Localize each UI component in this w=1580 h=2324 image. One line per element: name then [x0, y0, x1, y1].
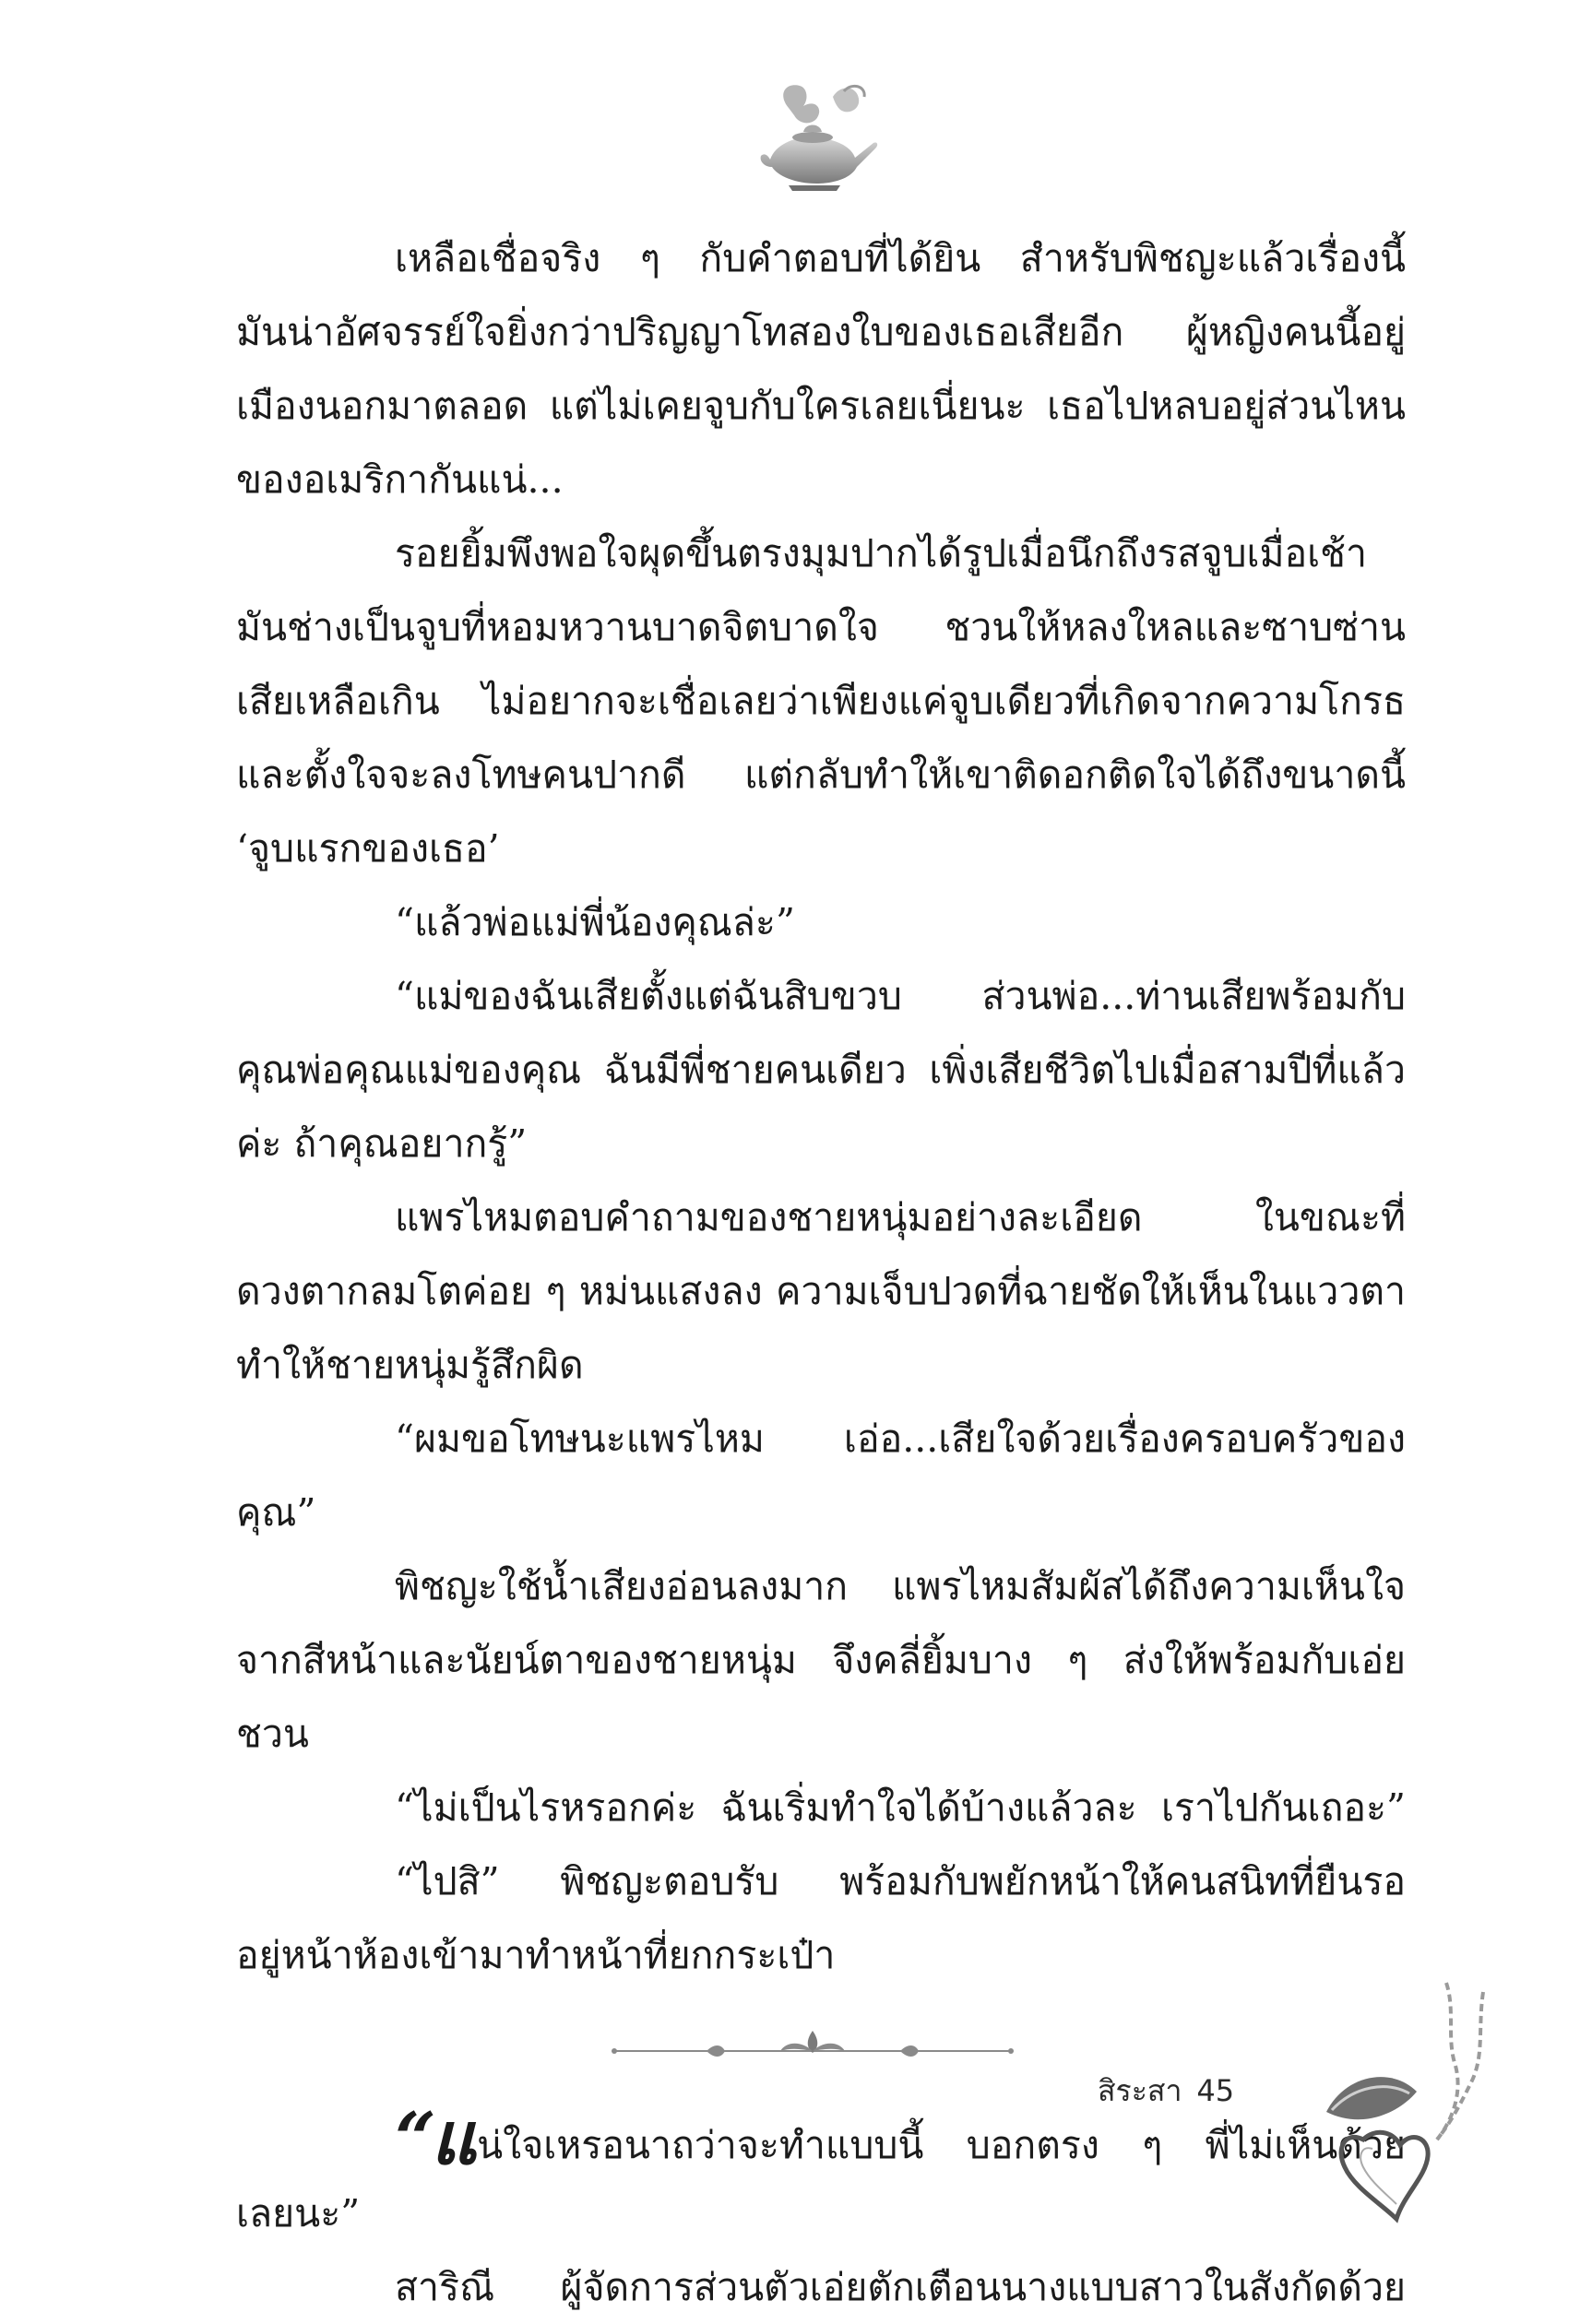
paragraph-line: ดวงตากลมโตค่อย ๆ หม่นแสงลง ความเจ็บปวดที่ฉายชัดให้เห็นในแววตา — [236, 1269, 1406, 1313]
drop-cap: “แ — [395, 2103, 472, 2176]
paragraph-line: ‘จูบแรกของเธอ’ — [236, 826, 500, 871]
paragraph-line: คุณพ่อคุณแม่ของคุณ ฉันมีพี่ชายคนเดียว เพิ่งเสียชีวิตไปเมื่อสามปีที่แล้ว — [236, 1048, 1406, 1092]
paragraph-line: เลยนะ” — [236, 2191, 361, 2235]
paragraph-line: ทำให้ชายหนุ่มรู้สึกผิด — [236, 1343, 584, 1387]
heart-necklace-icon — [1308, 1974, 1502, 2232]
body-text — [236, 221, 1406, 2324]
paragraph-line: เมืองนอกมาตลอด แต่ไม่เคยจูบกับใครเลยเนี่ยนะ เธอไปหลบอยู่ส่วนไหน — [236, 384, 1406, 428]
flourish-divider-icon — [596, 2027, 1029, 2064]
paragraph-line: “ไม่เป็นไรหรอกค่ะ ฉันเริ่มทำใจได้บ้างแล้วละ เราไปกันเถอะ” — [395, 1785, 1406, 1830]
paragraph-line: และตั้งใจจะลงโทษคนปากดี แต่กลับทำให้เขาติดอกติดใจได้ถึงขนาดนี้ — [236, 753, 1406, 797]
paragraph-line: เหลือเชื่อจริง ๆ กับคำตอบที่ได้ยิน สำหรับพิชญะแล้วเรื่องนี้ — [395, 236, 1406, 280]
paragraph-line: อยู่หน้าห้องเข้ามาทำหน้าที่ยกกระเป๋า — [236, 1933, 836, 1977]
genie-lamp-icon — [752, 78, 881, 194]
page-number: 45 — [1196, 2073, 1235, 2108]
running-title: สิระสา — [1098, 2073, 1182, 2108]
paragraph-line: “แม่ของฉันเสียตั้งแต่ฉันสิบขวบ ส่วนพ่อ...ท่านเสียพร้อมกับ — [395, 974, 1406, 1018]
paragraph-line: ค่ะ ถ้าคุณอยากรู้” — [236, 1121, 528, 1166]
paragraph-line: มันช่างเป็นจูบที่หอมหวานบาดจิตบาดใจ ชวนให้หลงใหลและซาบซ่าน — [236, 605, 1406, 649]
paragraph-line: มันน่าอัศจรรย์ใจยิ่งกว่าปริญญาโทสองใบของเธอเสียอีก ผู้หญิงคนนี้อยู่ — [236, 310, 1406, 354]
paragraph-line: “แล้วพ่อแม่พี่น้องคุณล่ะ” — [395, 900, 795, 944]
page-footer — [1098, 2068, 1234, 2115]
paragraph-line: คุณ” — [236, 1490, 316, 1535]
paragraph-line: พิชญะใช้น้ำเสียงอ่อนลงมาก แพรไหมสัมผัสได้ถึงความเห็นใจ — [395, 1564, 1406, 1608]
paragraph-line: จากสีหน้าและนัยน์ตาของชายหนุ่ม จึงคลี่ยิ้มบาง ๆ ส่งให้พร้อมกับเอ่ย — [236, 1638, 1406, 1682]
paragraph-line: แพรไหมตอบคำถามของชายหนุ่มอย่างละเอียด ในขณะที่ — [395, 1195, 1406, 1239]
paragraph-line: “ผมขอโทษนะแพรไหม เอ่อ...เสียใจด้วยเรื่องครอบครัวของ — [395, 1417, 1406, 1461]
paragraph-line: ของอเมริกากันแน่... — [236, 457, 564, 502]
paragraph-line: รอยยิ้มพึงพอใจผุดขึ้นตรงมุมปากได้รูปเมื่อนึกถึงรสจูบเมื่อเช้า — [395, 531, 1368, 575]
paragraph-line: เสียเหลือเกิน ไม่อยากจะเชื่อเลยว่าเพียงแค่จูบเดียวที่เกิดจากความโกรธ — [236, 679, 1406, 723]
first-line-text: น่ใจเหรอนาถว่าจะทำแบบนี้ บอกตรง ๆ พี่ไม่เห็นด้วย — [477, 2123, 1406, 2167]
paragraph-line: สาริณี ผู้จัดการส่วนตัวเอ่ยตักเตือนนางแบบสาวในสังกัดด้วย — [395, 2265, 1406, 2309]
paragraph-line: ชวน — [236, 1712, 309, 1756]
paragraph-line: “ไปสิ” พิชญะตอบรับ พร้อมกับพยักหน้าให้คนสนิทที่ยืนรอ — [395, 1859, 1406, 1903]
